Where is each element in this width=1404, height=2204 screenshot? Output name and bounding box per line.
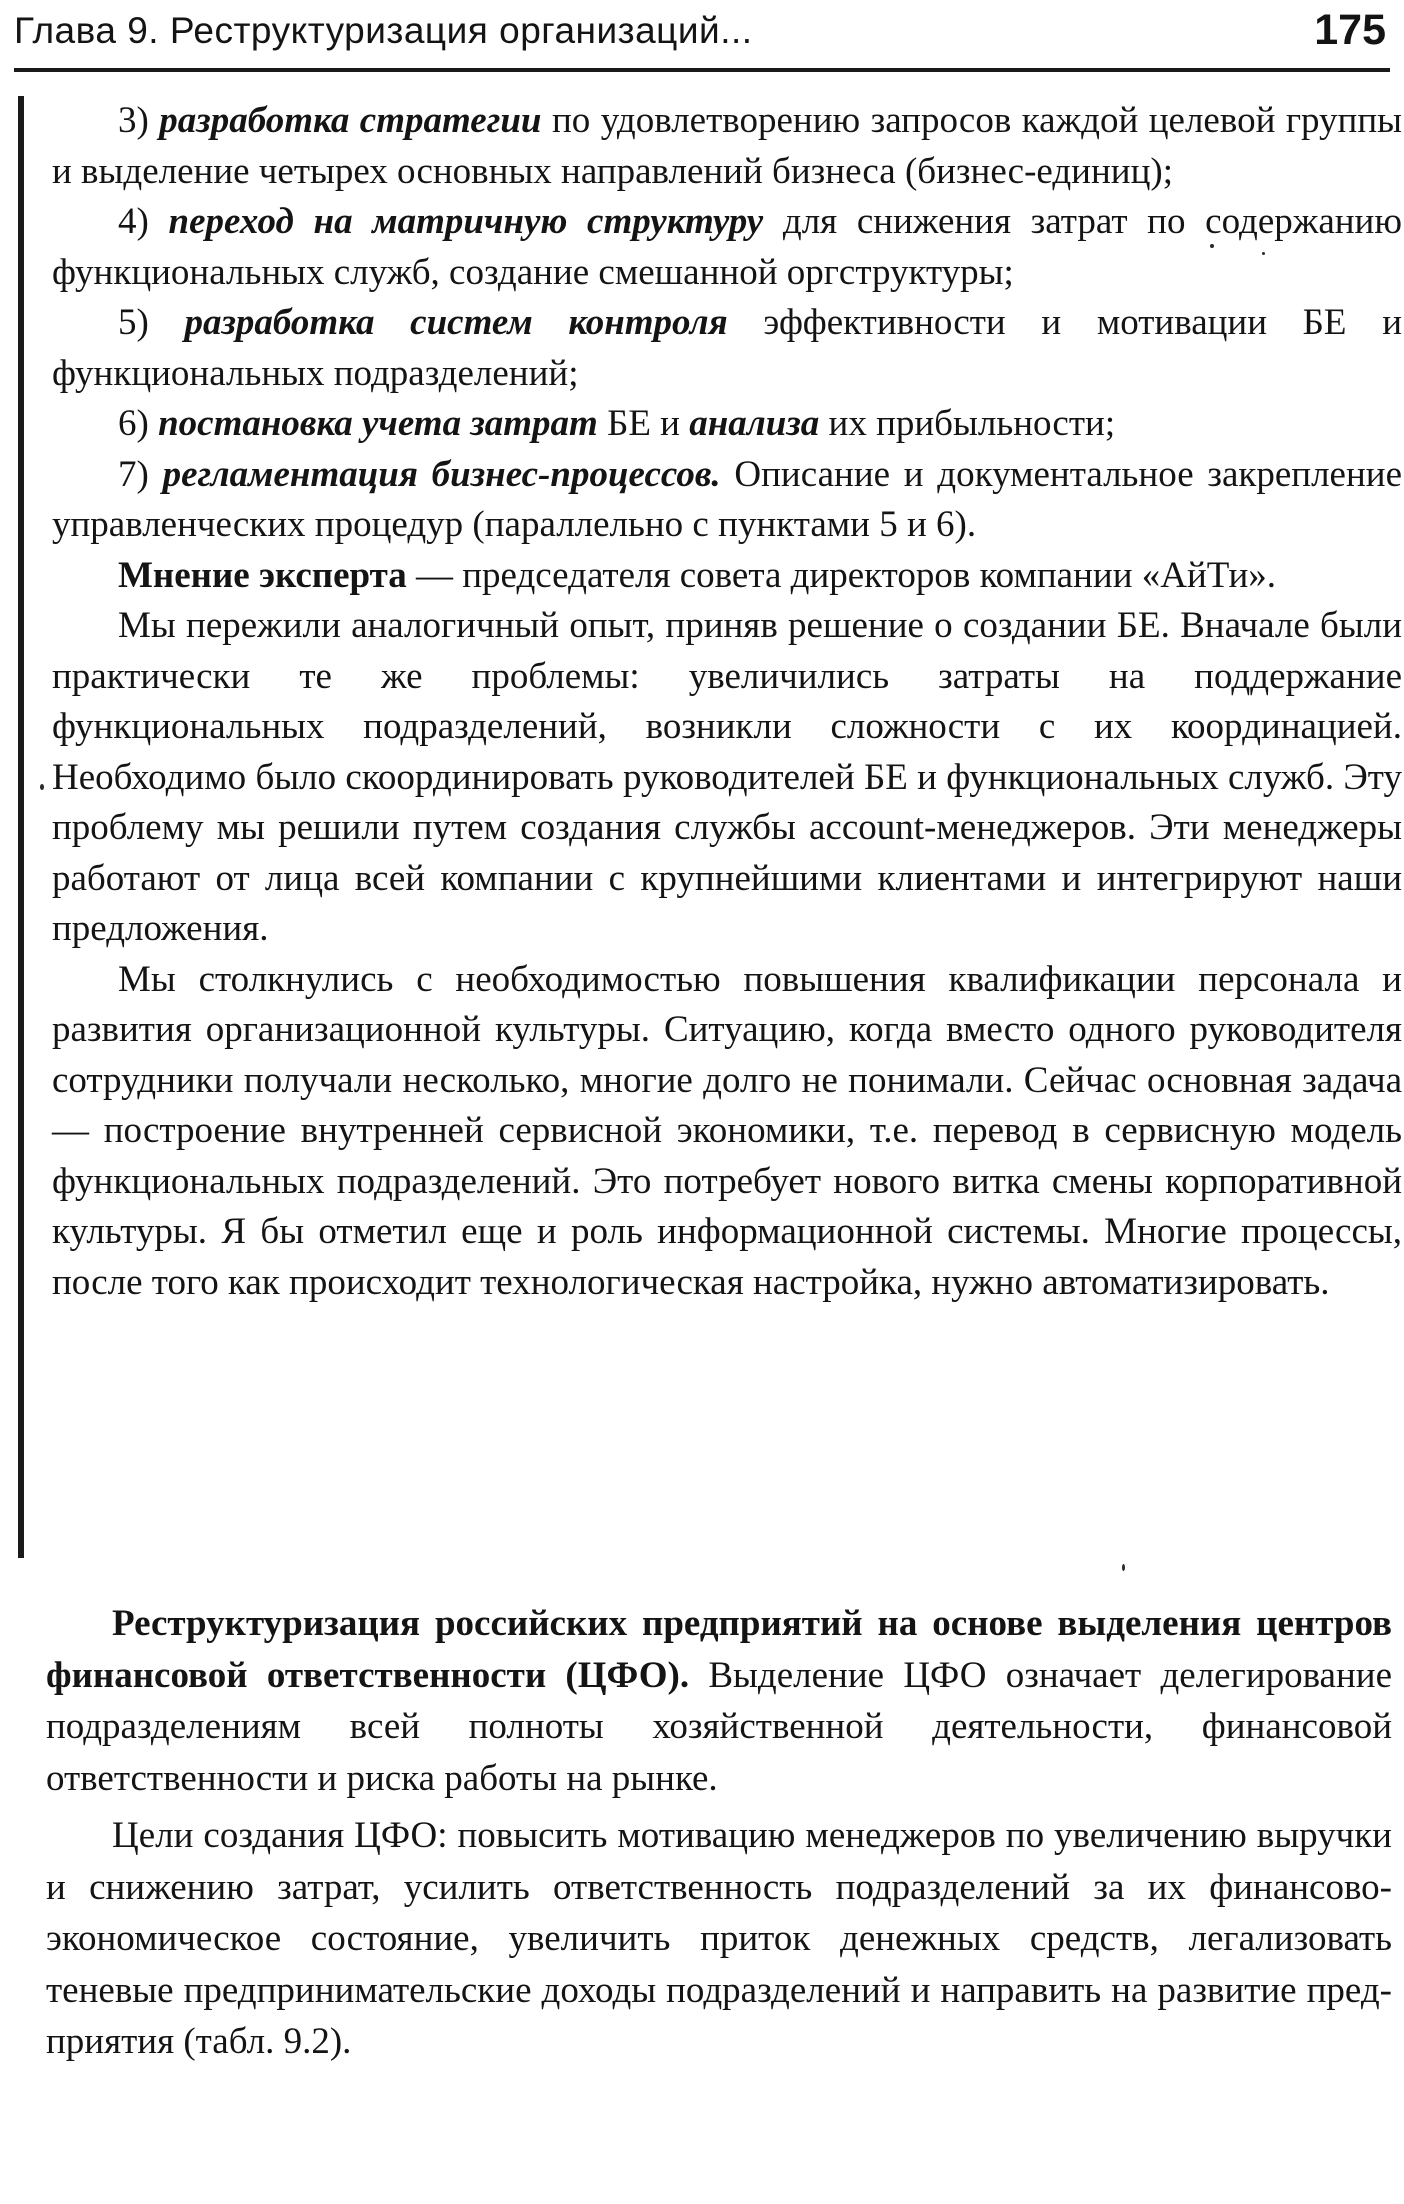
chapter-title: Глава 9. Реструктуризация организаций... <box>14 10 753 51</box>
main-body <box>46 1598 1392 2068</box>
list-item-term: постановка учета затрат <box>158 403 598 444</box>
list-item-term-secondary: анализа <box>689 403 820 444</box>
expert-paragraph: Мы пережили аналогичный опыт, приняв решение о создании БЕ. Вначале были практически те же проблемы: увеличились затраты на поддержание функциональных подразделений, возникли сложности с их координацией. Необходимо было скоординировать руководителей БЕ и функциональных служб. Эту проблему мы решили путем создания службы account-менеджеров. Эти менеджеры работают от лица всей компании с крупнейшими клиентами и интегрируют наши предложения. <box>52 605 1402 949</box>
section-paragraph <box>46 1598 1392 1804</box>
list-item-number: 5) <box>118 302 185 343</box>
expert-opinion <box>52 551 1402 602</box>
list-item <box>52 399 1402 450</box>
list-item-text: Описание и документальное закрепление управленческих процедур (параллельно с пунктами 5 и 6). <box>52 453 1402 545</box>
list-item <box>52 96 1402 197</box>
scan-speck <box>40 784 44 790</box>
section-heading: Реструктуризация российских предприятий на основе выделения центров финансовой ответственности (ЦФО). <box>46 1603 1392 1696</box>
list-item-number: 3) <box>118 100 160 141</box>
list-item-term: разработка стратегии <box>159 100 542 141</box>
boxed-block-text <box>52 96 1402 1308</box>
list-item-text: для снижения затрат по содержанию функциональных служб, создание смешанной оргструктуры; <box>52 201 1402 293</box>
goals-paragraph: Цели создания ЦФО: повысить мотивацию менеджеров по увеличению выручки и снижению затрат, усилить ответственность подразделений за их финансово-экономическое состояние, увеличить приток денежных средств, легализовать теневые предпринимательские доходы подразделений и направить на развитие предприятия (табл. 9.2). <box>46 1815 1392 2062</box>
running-header <box>14 6 1390 72</box>
list-item-term: регламентация бизнес-процессов. <box>162 453 721 495</box>
list-item <box>52 197 1402 298</box>
list-item-text: эффективности и мотивации БЕ и функциональных подразделений; <box>52 302 1402 394</box>
scan-speck <box>1210 244 1214 248</box>
list-item-text-secondary: их прибыльности; <box>819 403 1116 444</box>
expert-paragraph: Мы столкнулись с необходимостью повышения квалификации персонала и развития организационной культуры. Ситуацию, когда вместо одного руководителя сотрудники получали несколько, многие долго не понимали. Сейчас основная задача — построение внутренней сервисной экономики, т.е. перевод в сервисную модель функциональных подразделений. Это потребует нового витка смены корпоративной культуры. Я бы отметил еще и роль информационной системы. Многие процессы, после того как происходит технологическая настройка, нужно автоматизировать. <box>52 958 1402 1303</box>
expert-attribution: — председателя совета директоров компании «АйТи». <box>406 554 1276 596</box>
sidebar-boxed-block <box>18 96 1402 1558</box>
list-item <box>52 450 1402 551</box>
scan-speck <box>1262 252 1265 255</box>
section-text: Выделение ЦФО означает делегирование подразделениям всей полноты хозяйственной деятельности, финансовой ответственности и риска работы на рынке. <box>46 1654 1392 1799</box>
expert-label: Мнение эксперта <box>118 554 407 596</box>
list-item-number: 6) <box>118 403 159 444</box>
page-number: 175 <box>1314 6 1386 54</box>
scan-speck <box>1122 1564 1125 1571</box>
list-item-term: переход на матричную структуру <box>168 201 764 242</box>
list-item <box>52 298 1402 399</box>
list-item-term: разработка систем контроля <box>184 302 728 343</box>
list-item-text: по удовлетворению запросов каждой целевой группы и выделение четырех основных направлений бизнеса (бизнес-единиц); <box>52 100 1402 192</box>
list-item-number: 7) <box>118 453 163 495</box>
list-item-text: БЕ и <box>597 403 690 444</box>
list-item-number: 4) <box>118 201 169 242</box>
